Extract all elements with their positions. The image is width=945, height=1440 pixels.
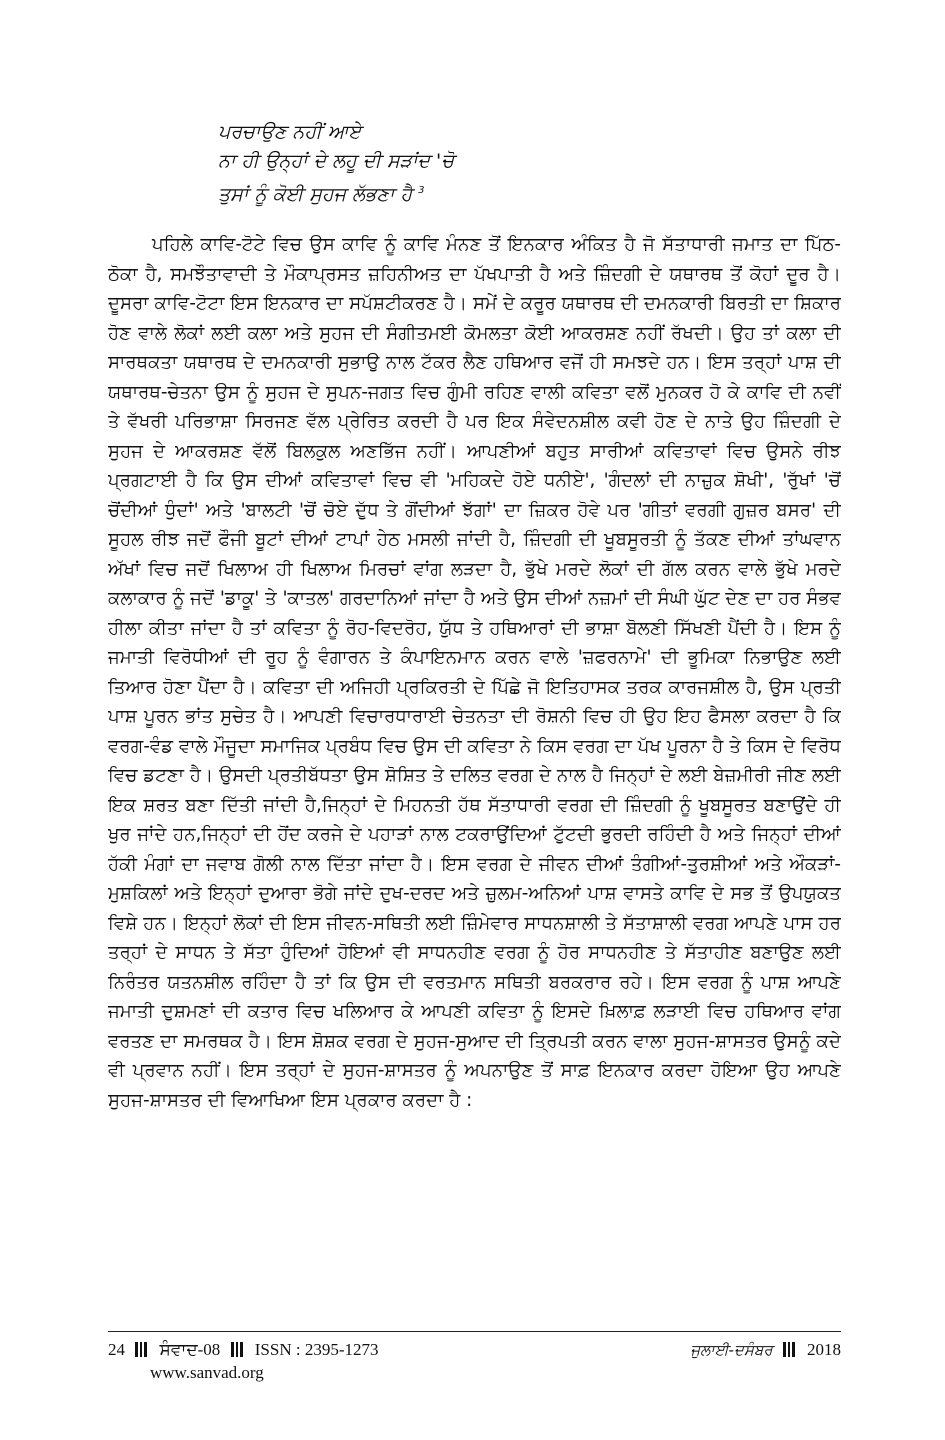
poem-line: ਨਾ ਹੀ ਉਨ੍ਹਾਂ ਦੇ ਲਹੂ ਦੀ ਸੜਾਂਦ 'ਚੋ (218, 150, 455, 172)
separator-bars-icon (783, 1342, 797, 1362)
period-label: ਜੁਲਾਈ-ਦਸੰਬਰ (690, 1341, 773, 1359)
separator-bars-icon (231, 1342, 245, 1362)
poem-line (218, 176, 838, 209)
body-paragraph: ਪਹਿਲੇ ਕਾਵਿ-ਟੋਟੇ ਵਿਚ ਉਸ ਕਾਵਿ ਨੂੰ ਕਾਵਿ ਮੰਨਣ ਤੋਂ ਇਨਕਾਰ ਅੰਕਿਤ ਹੈ ਜੋ ਸੱਤਾਧਾਰੀ ਜਮਾਤ ਦਾ ਪਿੱਠ-ਠੋਕਾ ਹੈ, ਸਮਝੌਤਾਵਾਦੀ ਤੇ ਮੌਕਾਪ੍ਰਸਤ ਜ਼ਹਿਨੀਅਤ ਦਾ ਪੱਖਪਾਤੀ ਹੈ ਅਤੇ ਜ਼ਿੰਦਗੀ ਦੇ ਯਥਾਰਥ ਤੋਂ ਕੋਹਾਂ ਦੂਰ ਹੈ। ਦੂਸਰਾ ਕਾਵਿ-ਟੋਟਾ ਇਸ ਇਨਕਾਰ ਦਾ ਸਪੱਸ਼ਟੀਕਰਣ ਹੈ। ਸਮੇਂ ਦੇ ਕਰੂਰ ਯਥਾਰਥ ਦੀ ਦਮਨਕਾਰੀ ਬਿਰਤੀ ਦਾ ਸ਼ਿਕਾਰ ਹੋਣ ਵਾਲੇ ਲੋਕਾਂ ਲਈ ਕਲਾ ਅਤੇ ਸੁਹਜ ਦੀ ਸੰਗੀਤਮਈ ਕੋਮਲਤਾ ਕੋਈ ਆਕਰਸ਼ਣ ਨਹੀਂ ਰੱਖਦੀ। ਉਹ ਤਾਂ ਕਲਾ ਦੀ ਸਾਰਥਕਤਾ ਯਥਾਰਥ ਦੇ ਦਮਨਕਾਰੀ ਸੁਭਾਉ ਨਾਲ ਟੱਕਰ ਲੈਣ ਹਥਿਆਰ ਵਜੋਂ ਹੀ ਸਮਝਦੇ ਹਨ। ਇਸ ਤਰ੍ਹਾਂ ਪਾਸ਼ ਦੀ ਯਥਾਰਥ-ਚੇਤਨਾ ਉਸ ਨੂੰ ਸੁਹਜ ਦੇ ਸੁਪਨ-ਜਗਤ ਵਿਚ ਗੁੰਮੀ ਰਹਿਣ ਵਾਲੀ ਕਵਿਤਾ ਵਲੋਂ ਮੁਨਕਰ ਹੋ ਕੇ ਕਾਵਿ ਦੀ ਨਵੀਂ ਤੇ ਵੱਖਰੀ ਪਰਿਭਾਸ਼ਾ ਸਿਰਜਣ ਵੱਲ ਪ੍ਰੇਰਿਤ ਕਰਦੀ ਹੈ ਪਰ ਇਕ ਸੰਵੇਦਨਸ਼ੀਲ ਕਵੀ ਹੋਣ ਦੇ ਨਾਤੇ ਉਹ ਜ਼ਿੰਦਗੀ ਦੇ ਸੁਹਜ ਦੇ ਆਕਰਸ਼ਣ ਵੱਲੋਂ ਬਿਲਕੁਲ ਅਣਭਿੱਜ ਨਹੀਂ। ਆਪਣੀਆਂ ਬਹੁਤ ਸਾਰੀਆਂ ਕਵਿਤਾਵਾਂ ਵਿਚ ਉਸਨੇ ਰੀਝ ਪ੍ਰਗਟਾਈ ਹੈ ਕਿ ਉਸ ਦੀਆਂ ਕਵਿਤਾਵਾਂ ਵਿਚ ਵੀ 'ਮਹਿਕਦੇ ਹੋਏ ਧਨੀਏ', 'ਗੰਦਲਾਂ ਦੀ ਨਾਜ਼ੁਕ ਸ਼ੋਖੀ', 'ਰੁੱਖਾਂ 'ਚੋਂ ਚੋਂਦੀਆਂ ਧੁੰਦਾਂ' ਅਤੇ 'ਬਾਲਟੀ 'ਚੋਂ ਚੋਏ ਦੁੱਧ ਤੇ ਗੋਂਦੀਆਂ ਝੱਗਾਂ' ਦਾ ਜ਼ਿਕਰ ਹੋਵੇ ਪਰ 'ਗੀਤਾਂ ਵਰਗੀ ਗੁਜ਼ਰ ਬਸਰ' ਦੀ ਸੂਹਲ ਰੀਝ ਜਦੋਂ ਫੌਜੀ ਬੂਟਾਂ ਦੀਆਂ ਟਾਪਾਂ ਹੇਠ ਮਸਲੀ ਜਾਂਦੀ ਹੈ, ਜ਼ਿੰਦਗੀ ਦੀ ਖੂਬਸੂਰਤੀ ਨੂੰ ਤੱਕਣ ਦੀਆਂ ਤਾਂਘਵਾਨ ਅੱਖਾਂ ਵਿਚ ਜਦੋਂ ਖਿਲਾਅ ਹੀ ਖਿਲਾਅ ਮਿਰਚਾਂ ਵਾਂਗ ਲੜਦਾ ਹੈ, ਭੁੱਖੇ ਮਰਦੇ ਲੋਕਾਂ ਦੀ ਗੱਲ ਕਰਨ ਵਾਲੇ ਭੁੱਖੇ ਮਰਦੇ ਕਲਾਕਾਰ ਨੂੰ ਜਦੋਂ 'ਡਾਕੂ' ਤੇ 'ਕਾਤਲ' ਗਰਦਾਨਿਆਂ ਜਾਂਦਾ ਹੈ ਅਤੇ ਉਸ ਦੀਆਂ ਨਜ਼ਮਾਂ ਦੀ ਸੰਘੀ ਘੁੱਟ ਦੇਣ ਦਾ ਹਰ ਸੰਭਵ ਹੀਲਾ ਕੀਤਾ ਜਾਂਦਾ ਹੈ ਤਾਂ ਕਵਿਤਾ ਨੂੰ ਰੋਹ-ਵਿਦਰੋਹ, ਯੁੱਧ ਤੇ ਹਥਿਆਰਾਂ ਦੀ ਭਾਸ਼ਾ ਬੋਲਣੀ ਸਿੱਖਣੀ ਪੈਂਦੀ ਹੈ। ਇਸ ਨੂੰ ਜਮਾਤੀ ਵਿਰੋਧੀਆਂ ਦੀ ਰੂਹ ਨੂੰ ਵੰਗਾਰਨ ਤੇ ਕੰਪਾਇਨਮਾਨ ਕਰਨ ਵਾਲੇ 'ਜ਼ਫਰਨਾਮੇ' ਦੀ ਭੂਮਿਕਾ ਨਿਭਾਉਣ ਲਈ ਤਿਆਰ ਹੋਣਾ ਪੈਂਦਾ ਹੈ। ਕਵਿਤਾ ਦੀ ਅਜਿਹੀ ਪ੍ਰਕਿਰਤੀ ਦੇ ਪਿੱਛੇ ਜੋ ਇਤਿਹਾਸਕ ਤਰਕ ਕਾਰਜਸ਼ੀਲ ਹੈ, ਉਸ ਪ੍ਰਤੀ ਪਾਸ਼ ਪੂਰਨ ਭਾਂਤ ਸੁਚੇਤ ਹੈ। ਆਪਣੀ ਵਿਚਾਰਧਾਰਾਈ ਚੇਤਨਤਾ ਦੀ ਰੋਸ਼ਨੀ ਵਿਚ ਹੀ ਉਹ ਇਹ ਫੈਸਲਾ ਕਰਦਾ ਹੈ ਕਿ ਵਰਗ-ਵੰਡ ਵਾਲੇ ਮੌਜੂਦਾ ਸਮਾਜਿਕ ਪ੍ਰਬੰਧ ਵਿਚ ਉਸ ਦੀ ਕਵਿਤਾ ਨੇ ਕਿਸ ਵਰਗ ਦਾ ਪੱਖ ਪੂਰਨਾ ਹੈ ਤੇ ਕਿਸ ਦੇ ਵਿਰੋਧ ਵਿਚ ਡਟਣਾ ਹੈ। ਉਸਦੀ ਪ੍ਰਤੀਬੱਧਤਾ ਉਸ ਸ਼ੋਸ਼ਿਤ ਤੇ ਦਲਿਤ ਵਰਗ ਦੇ ਨਾਲ ਹੈ ਜਿਨ੍ਹਾਂ ਦੇ ਲਈ ਬੇਜ਼ਮੀਰੀ ਜੀਣ ਲਈ ਇਕ ਸ਼ਰਤ ਬਣਾ ਦਿੱਤੀ ਜਾਂਦੀ ਹੈ,ਜਿਨ੍ਹਾਂ ਦੇ ਮਿਹਨਤੀ ਹੱਥ ਸੱਤਾਧਾਰੀ ਵਰਗ ਦੀ ਜ਼ਿੰਦਗੀ ਨੂੰ ਖੂਬਸੂਰਤ ਬਣਾਉਂਦੇ ਹੀ ਖੁਰ ਜਾਂਦੇ ਹਨ,ਜਿਨ੍ਹਾਂ ਦੀ ਹੋਂਦ ਕਰਜੇ ਦੇ ਪਹਾੜਾਂ ਨਾਲ ਟਕਰਾਉਂਦਿਆਂ ਟੁੱਟਦੀ ਭੁਰਦੀ ਰਹਿੰਦੀ ਹੈ ਅਤੇ ਜਿਨ੍ਹਾਂ ਦੀਆਂ ਹੱਕੀ ਮੰਗਾਂ ਦਾ ਜਵਾਬ ਗੋਲੀ ਨਾਲ ਦਿੱਤਾ ਜਾਂਦਾ ਹੈ। ਇਸ ਵਰਗ ਦੇ ਜੀਵਨ ਦੀਆਂ ਤੰਗੀਆਂ-ਤੁਰਸ਼ੀਆਂ ਅਤੇ ਔਕੜਾਂ-ਮੁਸ਼ਕਿਲਾਂ ਅਤੇ ਇਨ੍ਹਾਂ ਦੁਆਰਾ ਭੋਗੇ ਜਾਂਦੇ ਦੁਖ-ਦਰਦ ਅਤੇ ਜ਼ੁਲਮ-ਅਨਿਆਂ ਪਾਸ਼ ਵਾਸਤੇ ਕਾਵਿ ਦੇ ਸਭ ਤੋਂ ਉਪਯੁਕਤ ਵਿਸ਼ੇ ਹਨ। ਇਨ੍ਹਾਂ ਲੋਕਾਂ ਦੀ ਇਸ ਜੀਵਨ-ਸਥਿਤੀ ਲਈ ਜ਼ਿੰਮੇਵਾਰ ਸਾਧਨਸ਼ਾਲੀ ਤੇ ਸੱਤਾਸ਼ਾਲੀ ਵਰਗ ਆਪਣੇ ਪਾਸ ਹਰ ਤਰ੍ਹਾਂ ਦੇ ਸਾਧਨ ਤੇ ਸੱਤਾ ਹੁੰਦਿਆਂ ਹੋਇਆਂ ਵੀ ਸਾਧਨਹੀਣ ਵਰਗ ਨੂੰ ਹੋਰ ਸਾਧਨਹੀਣ ਤੇ ਸੱਤਾਹੀਣ ਬਣਾਉਣ ਲਈ ਨਿਰੰਤਰ ਯਤਨਸ਼ੀਲ ਰਹਿੰਦਾ ਹੈ ਤਾਂ ਕਿ ਉਸ ਦੀ ਵਰਤਮਾਨ ਸਥਿਤੀ ਬਰਕਰਾਰ ਰਹੇ। ਇਸ ਵਰਗ ਨੂੰ ਪਾਸ਼ ਆਪਣੇ ਜਮਾਤੀ ਦੁਸ਼ਮਣਾਂ ਦੀ ਕਤਾਰ ਵਿਚ ਖਲਿਆਰ ਕੇ ਆਪਣੀ ਕਵਿਤਾ ਨੂੰ ਇਸਦੇ ਖ਼ਿਲਾਫ਼ ਲੜਾਈ ਵਿਚ ਹਥਿਆਰ ਵਾਂਗ ਵਰਤਣ ਦਾ ਸਮਰਥਕ ਹੈ। ਇਸ ਸ਼ੋਸ਼ਕ ਵਰਗ ਦੇ ਸੁਹਜ-ਸੁਆਦ ਦੀ ਤ੍ਰਿਪਤੀ ਕਰਨ ਵਾਲਾ ਸੁਹਜ-ਸ਼ਾਸਤਰ ਉਸਨੂੰ ਕਦੇ ਵੀ ਪ੍ਰਵਾਨ ਨਹੀਂ। ਇਸ ਤਰ੍ਹਾਂ ਦੇ ਸੁਹਜ-ਸ਼ਾਸਤਰ ਨੂੰ ਅਪਨਾਉਣ ਤੋਂ ਸਾਫ਼ ਇਨਕਾਰ ਕਰਦਾ ਹੋਇਆ ਉਹ ਆਪਣੇ ਸੁਹਜ-ਸ਼ਾਸਤਰ ਦੀ ਵਿਆਖਿਆ ਇਸ ਪ੍ਰਕਾਰ ਕਰਦਾ ਹੈ : (108, 234, 841, 1111)
issn-label: ISSN : 2395-1273 (254, 1340, 379, 1359)
year-label: 2018 (807, 1340, 841, 1359)
poem-excerpt (218, 118, 838, 209)
separator-bars-icon (135, 1342, 149, 1362)
footer-rule (108, 1331, 841, 1332)
issue-label: ਸੰਵਾਦ-08 (159, 1340, 221, 1359)
footer-right (690, 1340, 841, 1362)
poem-line-text: ਤੁਸਾਂ ਨੂੰ ਕੋਈ ਸੁਹਜ ਲੱਭਣਾ ਹੈ (218, 183, 413, 206)
page-number: 24 (108, 1340, 125, 1359)
website-link[interactable]: www.sanvad.org (150, 1363, 264, 1382)
poem-line: ਪਰਚਾਉਣ ਨਹੀਂ ਆਏ (218, 121, 362, 143)
footnote-mark: 3 (418, 185, 425, 196)
footer-left (108, 1340, 378, 1362)
